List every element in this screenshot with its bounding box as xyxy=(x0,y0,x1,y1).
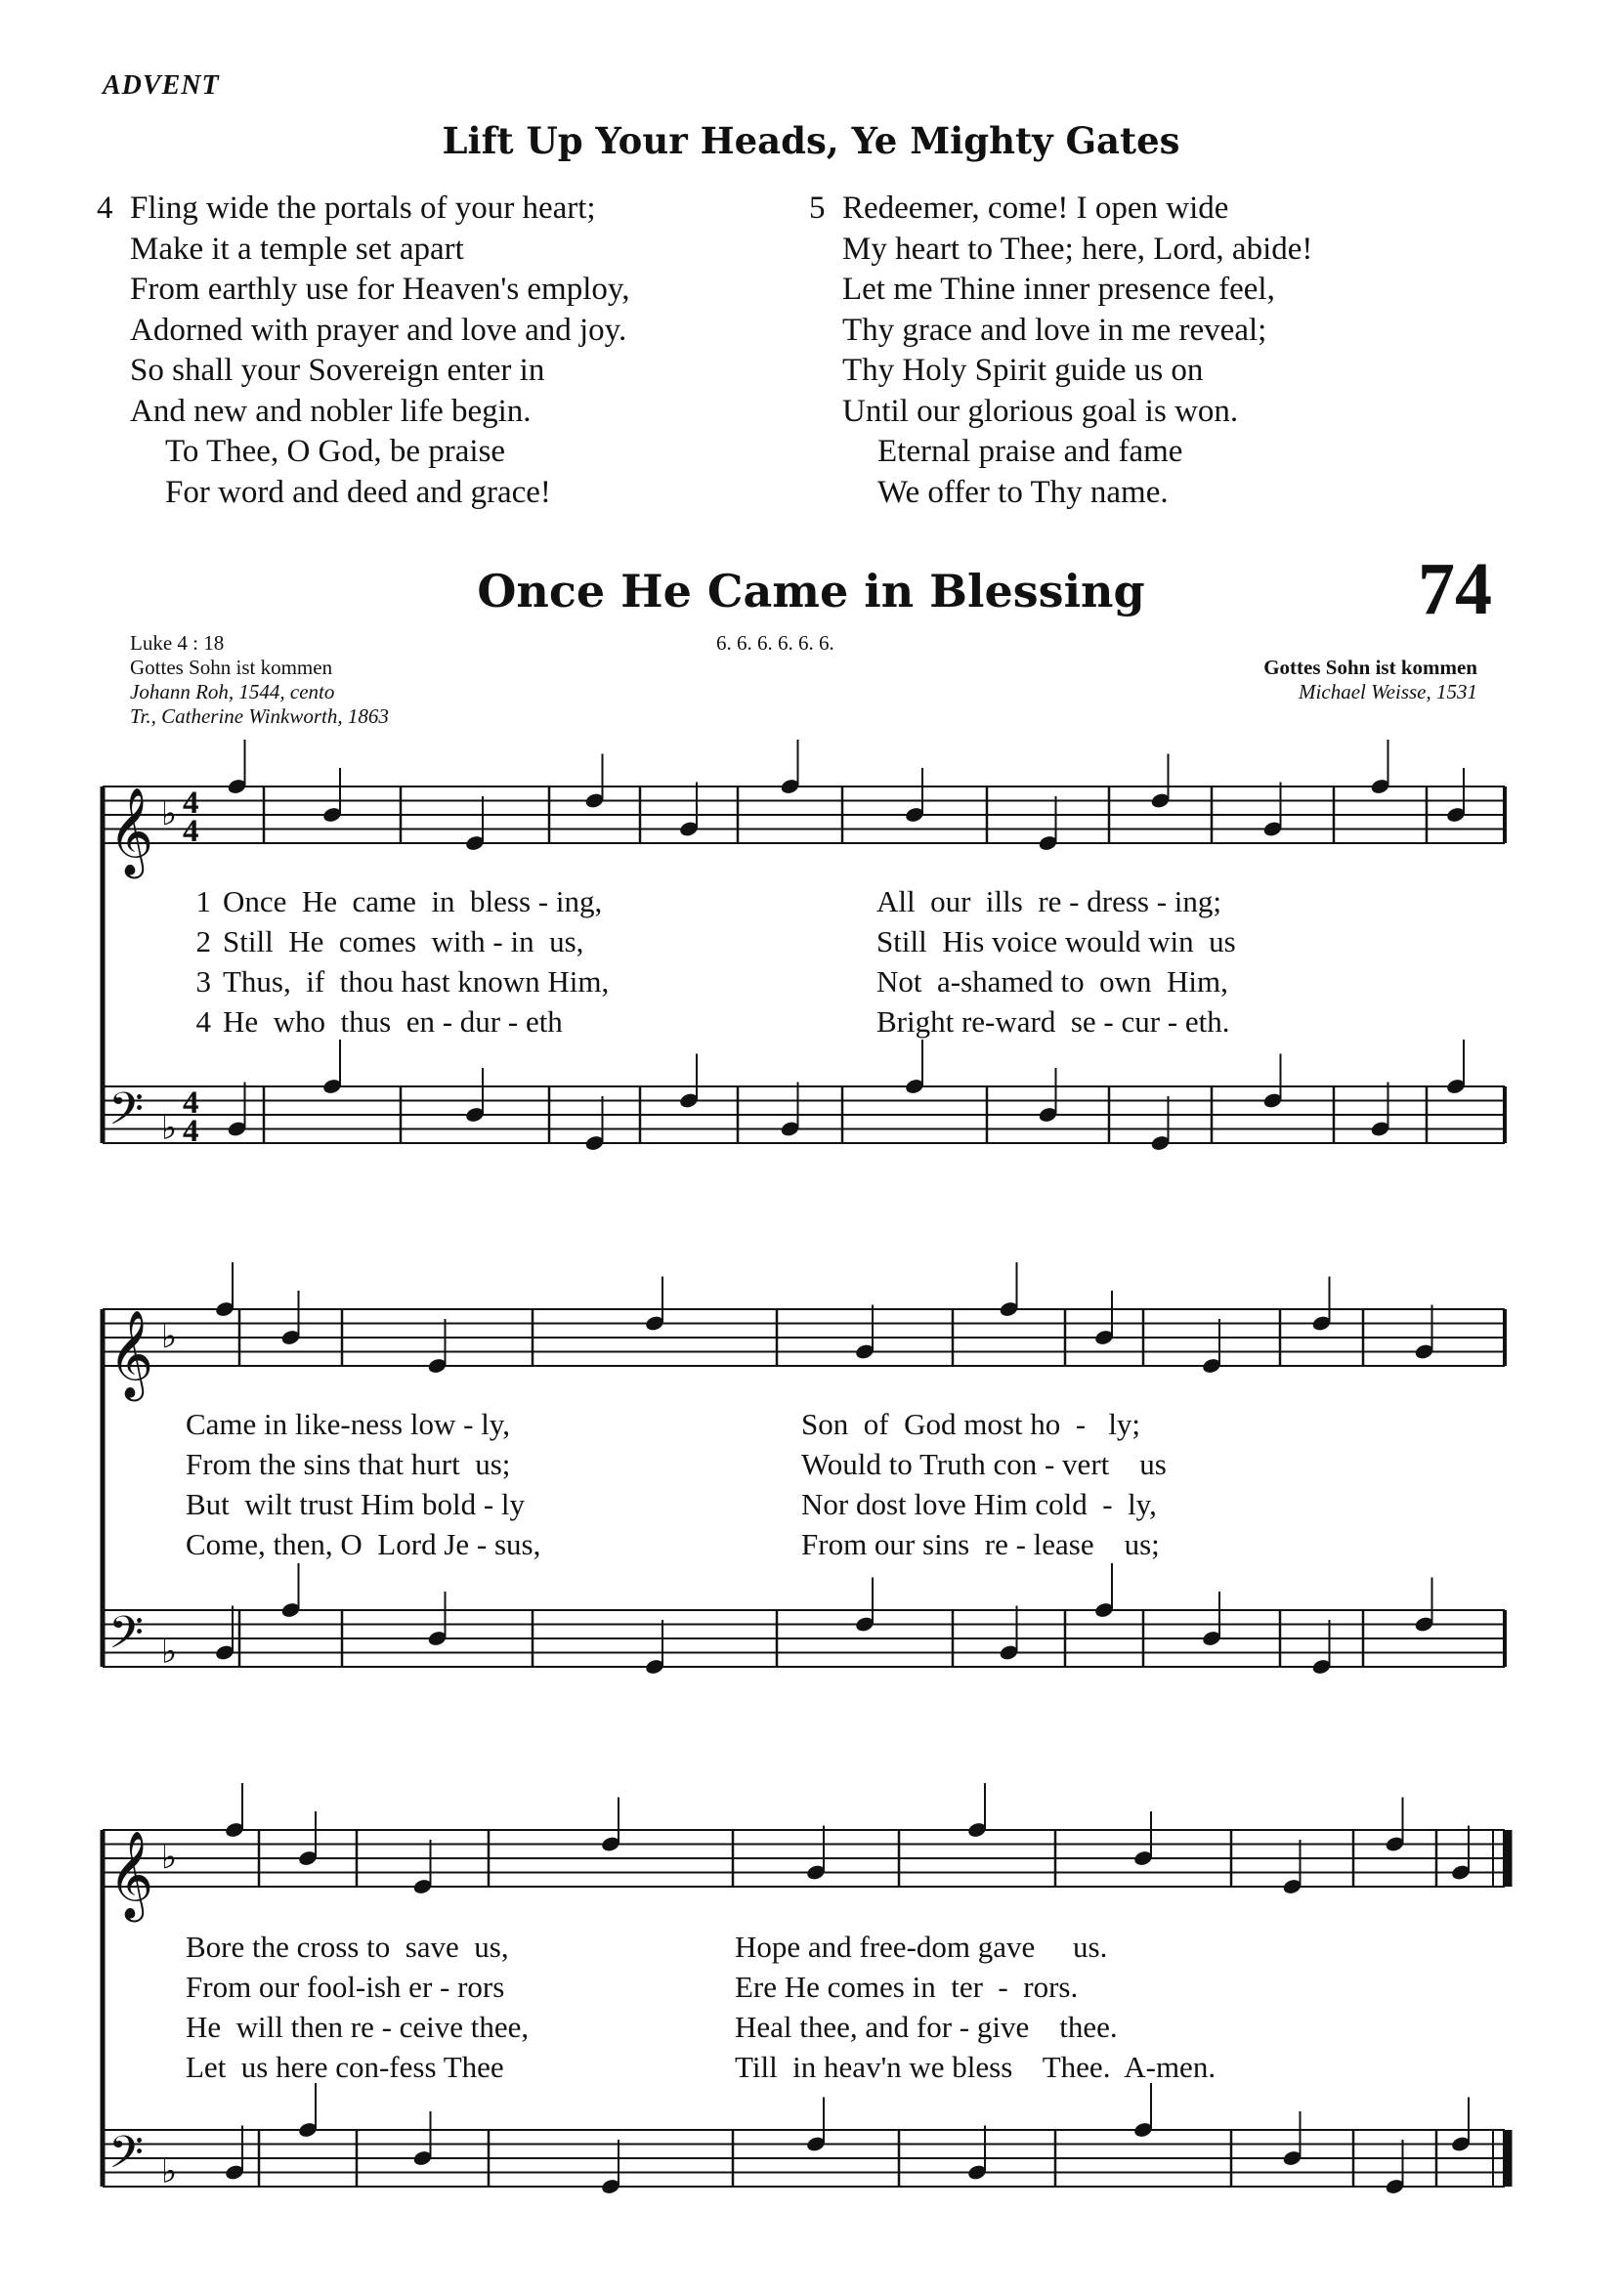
time-signature-top: 4 xyxy=(183,786,199,821)
lyric-text: Bright re-ward se - cur - eth. xyxy=(876,1004,1230,1039)
stanza-line: From earthly use for Heaven's employ, xyxy=(130,272,630,307)
stanza-line: And new and nobler life begin. xyxy=(130,393,532,429)
verse-number: 2 xyxy=(195,924,211,958)
section-label: ADVENT xyxy=(103,70,220,101)
lyric-text: Came in like-ness low - ly, xyxy=(186,1407,511,1441)
stanza-line: Fling wide the portals of your heart; xyxy=(130,191,596,226)
verse-number: 3 xyxy=(195,964,211,999)
lyric-text: Once He came in bless - ing, xyxy=(223,884,603,918)
stanza-number: 4 xyxy=(97,191,113,226)
lyric-text: Come, then, O Lord Je - sus, xyxy=(186,1527,541,1561)
stanza-number: 5 xyxy=(809,191,826,226)
key-signature-flat: ♭ xyxy=(161,1108,178,1148)
key-signature-flat: ♭ xyxy=(161,1632,178,1672)
stanza-line: Adorned with prayer and love and joy. xyxy=(130,312,627,348)
time-signature-bottom: 4 xyxy=(183,814,199,849)
bass-clef: 𝄢 xyxy=(108,1606,145,1671)
lyric-text: Thus, if thou hast known Him, xyxy=(223,964,610,999)
tune-composer: Michael Weisse, 1531 xyxy=(1299,680,1477,703)
lyric-line xyxy=(176,924,583,959)
lyric-text: Would to Truth con - vert us xyxy=(801,1447,1167,1481)
stanza-line: Redeemer, come! I open wide xyxy=(842,191,1229,226)
text-author: Johann Roh, 1544, cento xyxy=(130,680,335,703)
key-signature-flat: ♭ xyxy=(161,2151,178,2191)
stanza-line: For word and deed and grace! xyxy=(165,474,551,510)
key-signature-flat: ♭ xyxy=(161,794,178,833)
time-signature-top: 4 xyxy=(183,1085,199,1121)
lyric-line xyxy=(176,964,609,999)
stanza-line: Until our glorious goal is won. xyxy=(842,393,1239,429)
lyric-text: Not a-shamed to own Him, xyxy=(876,964,1228,999)
meter: 6. 6. 6. 6. 6. 6. xyxy=(716,631,834,655)
lyric-text: Heal thee, and for - give thee. xyxy=(735,2010,1118,2044)
key-signature-flat: ♭ xyxy=(161,1317,178,1356)
tune-name: Gottes Sohn ist kommen xyxy=(1263,656,1477,679)
treble-clef: 𝄞 xyxy=(108,1831,154,1919)
lyric-text: Still His voice would win us xyxy=(876,924,1236,958)
lyric-text: Still He comes with - in us, xyxy=(223,924,584,958)
lyric-text: He will then re - ceive thee, xyxy=(186,2010,530,2044)
lyric-text: Ere He comes in ter - rors. xyxy=(735,1970,1079,2004)
lyric-text: From our fool-ish er - rors xyxy=(186,1970,505,2004)
stanza-line: My heart to Thee; here, Lord, abide! xyxy=(842,231,1313,267)
lyric-text: Let us here con-fess Thee xyxy=(186,2050,504,2084)
stanza-line: So shall your Sovereign enter in xyxy=(130,353,545,388)
stanza-line: Eternal praise and fame xyxy=(877,434,1183,469)
lyric-text: From the sins that hurt us; xyxy=(186,1447,511,1481)
stanza-line: Thy grace and love in me reveal; xyxy=(842,312,1267,348)
lyric-text: Bore the cross to save us, xyxy=(186,1930,509,1964)
time-signature-bottom: 4 xyxy=(183,1114,199,1149)
translator: Tr., Catherine Winkworth, 1863 xyxy=(130,704,389,728)
hymn-number: 74 xyxy=(1418,548,1492,630)
previous-hymn-title: Lift Up Your Heads, Ye Mighty Gates xyxy=(442,119,1180,162)
lyric-text: Nor dost love Him cold - ly, xyxy=(801,1487,1157,1521)
key-signature-flat: ♭ xyxy=(161,1838,178,1877)
lyric-text: All our ills re - dress - ing; xyxy=(876,884,1222,918)
treble-clef: 𝄞 xyxy=(108,787,154,875)
verse-number: 4 xyxy=(195,1004,211,1039)
text-title: Gottes Sohn ist kommen xyxy=(130,656,333,679)
stanza-line: Let me Thine inner presence feel, xyxy=(842,272,1275,307)
stanza-line: We offer to Thy name. xyxy=(877,474,1169,510)
lyric-line xyxy=(176,1004,563,1040)
bass-clef: 𝄢 xyxy=(108,2126,145,2190)
lyric-text: Till in heav'n we bless Thee. A-men. xyxy=(735,2050,1216,2084)
treble-clef: 𝄞 xyxy=(108,1310,154,1398)
stanza-line: To Thee, O God, be praise xyxy=(165,434,506,469)
lyric-text: Son of God most ho - ly; xyxy=(801,1407,1141,1441)
lyric-text: He who thus en - dur - eth xyxy=(223,1004,563,1039)
hymn-title: Once He Came in Blessing xyxy=(477,565,1145,617)
lyric-text: But wilt trust Him bold - ly xyxy=(186,1487,526,1521)
verse-number: 1 xyxy=(195,884,211,918)
lyric-text: From our sins re - lease us; xyxy=(801,1527,1160,1561)
scripture-reference: Luke 4 : 18 xyxy=(130,631,225,655)
bass-clef: 𝄢 xyxy=(108,1083,145,1147)
stanza-line: Thy Holy Spirit guide us on xyxy=(842,353,1204,388)
stanza-line: Make it a temple set apart xyxy=(130,231,464,267)
lyric-line xyxy=(176,884,602,919)
lyric-text: Hope and free-dom gave us. xyxy=(735,1930,1108,1964)
